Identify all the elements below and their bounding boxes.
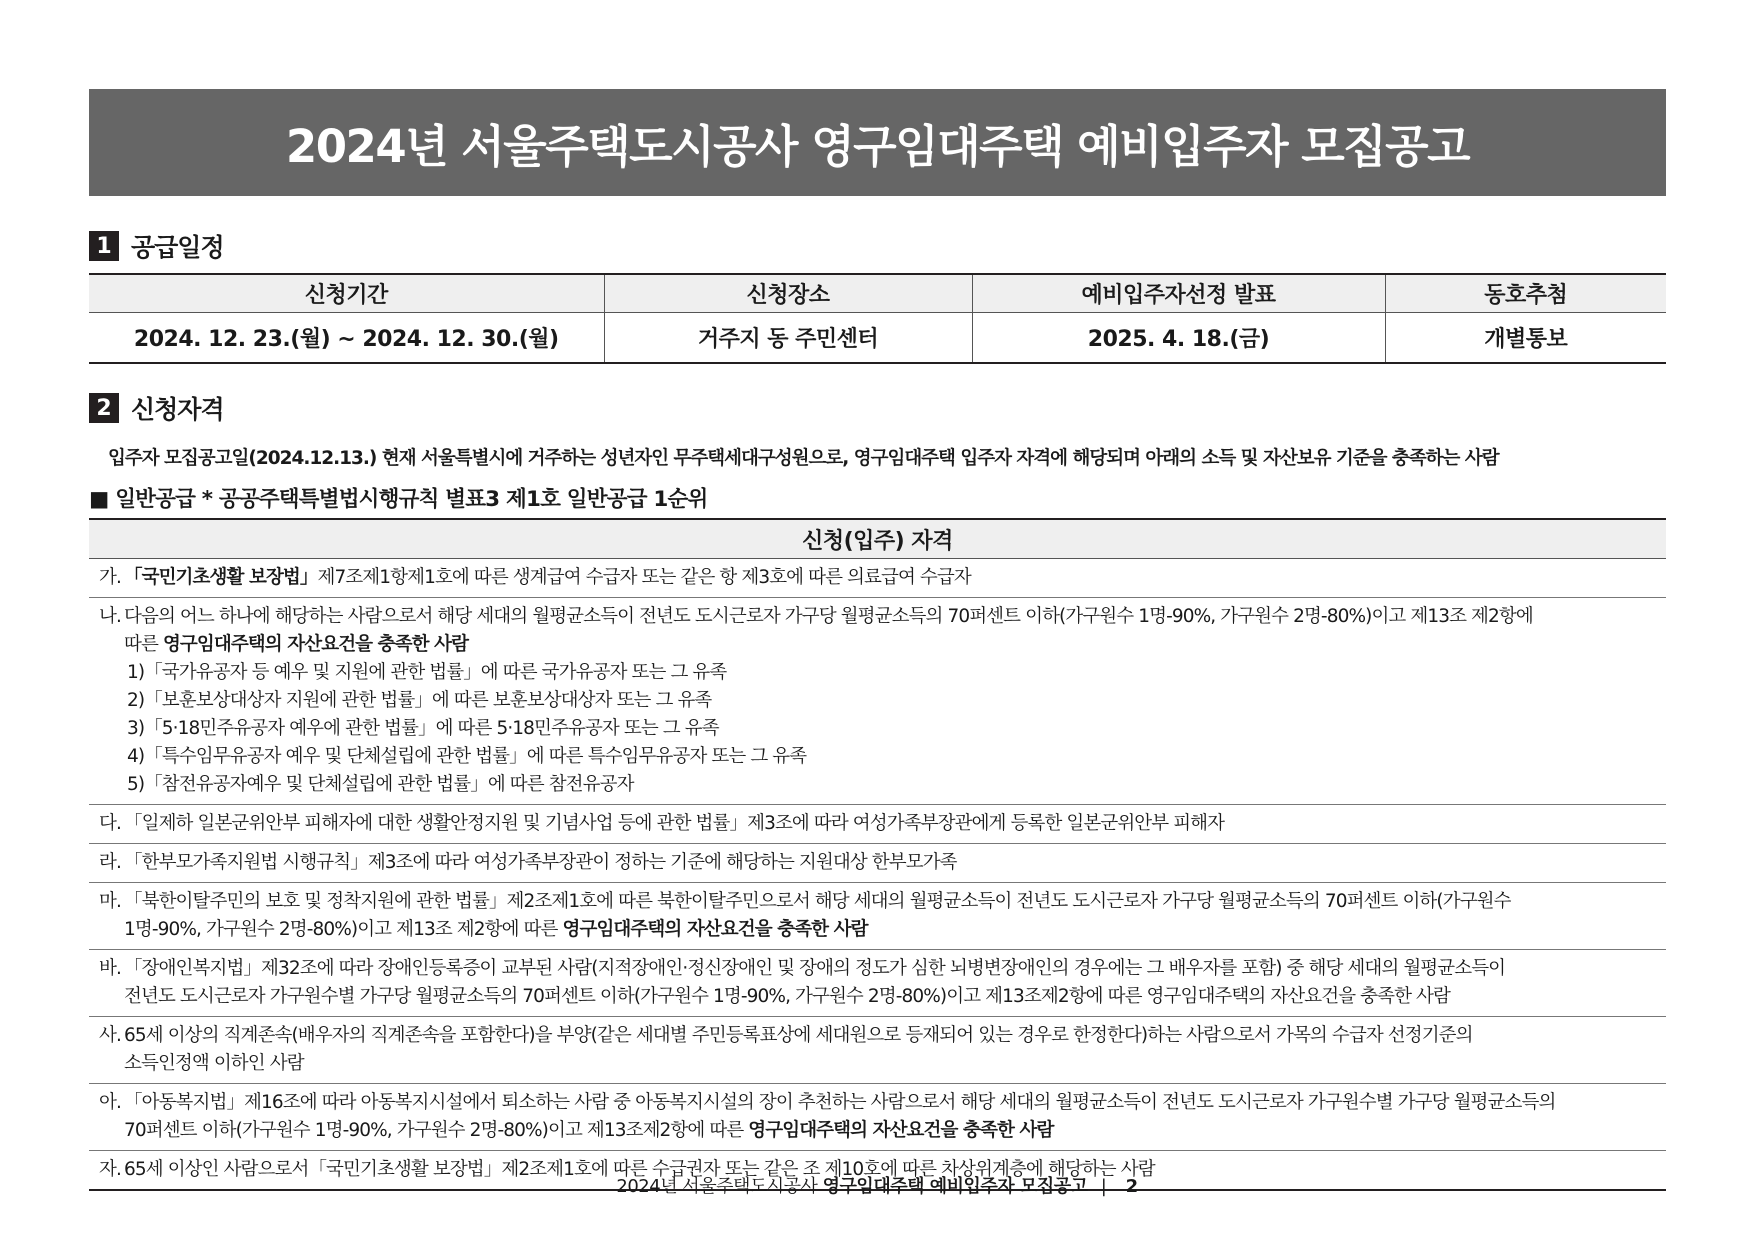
page-footer	[0, 1172, 1754, 1198]
table-row	[89, 1017, 1666, 1084]
eligibility-table	[89, 518, 1666, 1191]
list-item	[99, 955, 1666, 1011]
item-marker: 라.	[99, 852, 121, 873]
eligibility-intro: 입주자 모집공고일(2024.12.13.) 현재 서울특별시에 거주하는 성년자인 무주택세대구성원으로, 영구임대주택 입주자 자격에 해당되며 아래의 소득 및 자산보유 기준을 충족하는 사람	[108, 448, 1499, 469]
page-number: 2	[1125, 1176, 1138, 1197]
general-supply-subheading: ■ 일반공급 * 공공주택특별법시행규칙 별표3 제1호 일반공급 1순위	[89, 487, 708, 512]
unit-lottery: 개별통보	[1484, 327, 1568, 352]
item-marker: 사.	[99, 1025, 121, 1046]
list-item	[99, 603, 1666, 799]
section-heading-schedule	[89, 228, 224, 264]
table-row	[89, 559, 1666, 598]
sub-item: 2)「보훈보상대상자 지원에 관한 법률」에 따른 보훈보상대상자 또는 그 유족	[127, 690, 712, 711]
item-text: 「한부모가족지원법 시행규칙」제3조에 따라 여성가족부장관이 정하는 기준에 해당하는 지원대상 한부모가족	[124, 852, 957, 873]
section-number: 2	[89, 393, 119, 423]
supply-schedule-table	[89, 273, 1666, 364]
item-text: 제7조제1항제1호에 따른 생계급여 수급자 또는 같은 항 제3호에 따른 의료급여 수급자	[317, 567, 971, 588]
column-header: 신청기간	[89, 274, 604, 313]
item-marker: 바.	[99, 958, 121, 979]
item-text: 「아동복지법」제16조에 따라 아동복지시설에서 퇴소하는 사람 중 아동복지시설의 장이 추천하는 사람으로서 해당 세대의 월평균소득이 전년도 도시근로자 가구원수별 가구당 월평균소득의	[124, 1092, 1556, 1113]
sub-item: 1)「국가유공자 등 예우 및 지원에 관한 법률」에 따른 국가유공자 또는 그 유족	[127, 662, 727, 683]
item-text: 「장애인복지법」제32조에 따라 장애인등록증이 교부된 사람(지적장애인·정신장애인 및 장애의 정도가 심한 뇌병변장애인의 경우에는 그 배우자를 포함) 중 해당 세대의 월평균소득이	[124, 958, 1506, 979]
item-text: 소득인정액 이하인 사람	[124, 1053, 304, 1074]
column-header: 예비입주자선정 발표	[972, 274, 1385, 313]
section-heading-eligibility	[89, 390, 224, 426]
item-marker: 다.	[99, 813, 121, 834]
list-item	[99, 849, 1666, 877]
table-row	[89, 1084, 1666, 1151]
item-marker: 나.	[99, 606, 121, 627]
item-text: 따른	[124, 634, 163, 655]
law-name: 「국민기초생활 보장법」	[124, 567, 318, 588]
item-text: 70퍼센트 이하(가구원수 1명-90%, 가구원수 2명-80%)이고 제13조제2항에 따른	[124, 1120, 749, 1141]
sub-item: 5)「참전유공자예우 및 단체설립에 관한 법률」에 따른 참전유공자	[127, 774, 634, 795]
footer-org: 2024년 서울주택도시공사	[616, 1176, 818, 1197]
sub-item: 3)「5·18민주유공자 예우에 관한 법률」에 따른 5·18민주유공자 또는 그 유족	[127, 718, 719, 739]
item-text: 65세 이상의 직계존속(배우자의 직계존속을 포함한다)을 부양(같은 세대별 주민등록표상에 세대원으로 등재되어 있는 경우로 한정한다)하는 사람으로서 가목의 수급자 선정기준의	[124, 1025, 1473, 1046]
footer-doc-title: 영구임대주택 예비입주자 모집공고	[822, 1176, 1088, 1197]
application-place: 거주지 동 주민센터	[604, 313, 972, 364]
page-title: 2024년 서울주택도시공사 영구임대주택 예비입주자 모집공고	[89, 89, 1666, 196]
table-header-row	[89, 519, 1666, 559]
item-marker: 아.	[99, 1092, 121, 1113]
asset-requirement-text: 영구임대주택의 자산요건을 충족한 사람	[162, 634, 469, 655]
application-period: 2024. 12. 23.(월) ~ 2024. 12. 30.(월)	[89, 313, 604, 364]
item-text: 「일제하 일본군위안부 피해자에 대한 생활안정지원 및 기념사업 등에 관한 법률」제3조에 따라 여성가족부장관에게 등록한 일본군위안부 피해자	[124, 813, 1225, 834]
footer-separator: |	[1100, 1176, 1107, 1197]
announcement-date: 2025. 4. 18.(금)	[972, 313, 1385, 364]
item-marker: 가.	[99, 567, 121, 588]
item-marker: 마.	[99, 891, 121, 912]
table-header-row	[89, 274, 1666, 313]
asset-requirement-text: 영구임대주택의 자산요건을 충족한 사람	[748, 1120, 1054, 1141]
item-text: 1명-90%, 가구원수 2명-80%)이고 제13조 제2항에 따른	[124, 919, 563, 940]
column-header: 동호추첨	[1385, 274, 1666, 313]
item-text: 전년도 도시근로자 가구원수별 가구당 월평균소득의 70퍼센트 이하(가구원수 1명-90%, 가구원수 2명-80%)이고 제13조제2항에 따른 영구임대주택의 자산요건을 충족한 사람	[124, 986, 1450, 1007]
table-row	[89, 883, 1666, 950]
item-text: 65세 이상인 사람으로서「국민기초생활 보장법」제2조제1호에 따른 수급권자 또는 같은 조 제10호에 따른 차상위계층에 해당하는 사람	[124, 1159, 1155, 1180]
table-row	[89, 313, 1666, 364]
asset-requirement-text: 영구임대주택의 자산요건을 충족한 사람	[562, 919, 868, 940]
list-item	[99, 888, 1666, 944]
item-marker: 자.	[99, 1159, 121, 1180]
section-title: 공급일정	[131, 233, 224, 262]
section-title: 신청자격	[131, 395, 224, 424]
table-row	[89, 598, 1666, 805]
item-text: 「북한이탈주민의 보호 및 정착지원에 관한 법률」제2조제1호에 따른 북한이탈주민으로서 해당 세대의 월평균소득이 전년도 도시근로자 가구당 월평균소득의 70퍼센트 이하(가구원수	[124, 891, 1511, 912]
table-row	[89, 805, 1666, 844]
section-number: 1	[89, 231, 119, 261]
list-item	[99, 810, 1666, 838]
table-row	[89, 844, 1666, 883]
column-header: 신청장소	[604, 274, 972, 313]
list-item	[99, 1022, 1666, 1078]
table-row	[89, 950, 1666, 1017]
sub-item: 4)「특수임무유공자 예우 및 단체설립에 관한 법률」에 따른 특수임무유공자 또는 그 유족	[127, 746, 807, 767]
item-text: 다음의 어느 하나에 해당하는 사람으로서 해당 세대의 월평균소득이 전년도 도시근로자 가구당 월평균소득의 70퍼센트 이하(가구원수 1명-90%, 가구원수 2명-80%)이고 제13조 제2항에	[124, 606, 1533, 627]
column-header: 신청(입주) 자격	[89, 519, 1666, 559]
list-item	[99, 1089, 1666, 1145]
list-item	[99, 564, 1666, 592]
